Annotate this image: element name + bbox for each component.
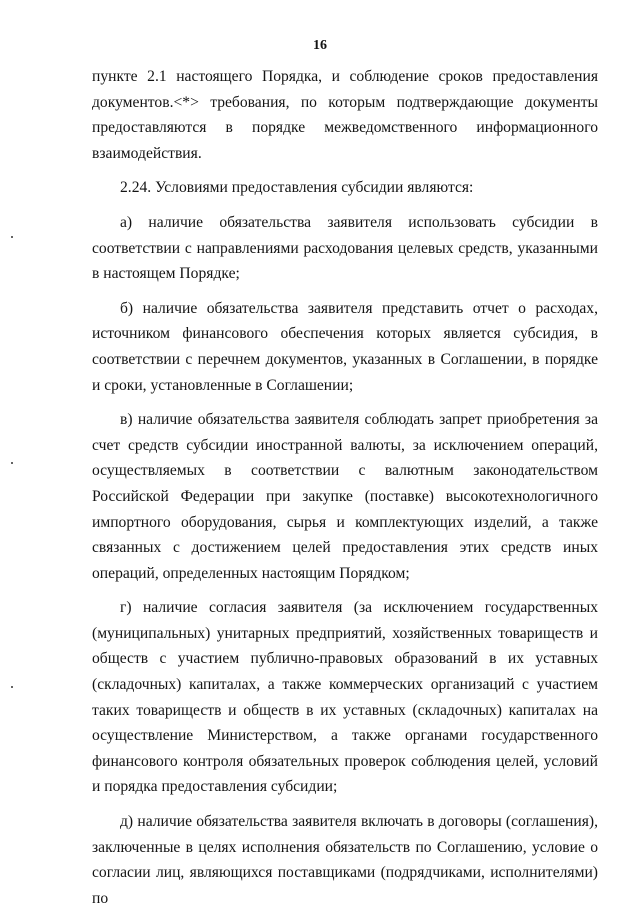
page-number: 16 (313, 38, 327, 53)
paragraph-condition-d: д) наличие обязательства заявителя включать в договоры (соглашения), заключенные в целях исполнения обязательств по Соглашению, условие о согласии лиц, являющихся поставщиками (подрядчиками, исполнителями) по (92, 813, 598, 907)
paragraph-condition-v: в) наличие обязательства заявителя соблюдать запрет приобретения за счет средств субсидии иностранной валюты, за исключением операций, осуществляемых в соответствии с валютным законодательством Российской Федерации при закупке (поставке) высокотехнологичного импортного оборудования, сырья и комплектующих изделий, а также связанных с достижением целей предоставления этих средств иных операций, определенных настоящим Порядком; (92, 411, 598, 582)
paragraph-continuation: пункте 2.1 настоящего Порядка, и соблюдение сроков предоставления документов.<*> требования, по которым подтверждающие документы предоставляются в порядке межведомственного информационного взаимодействия. (92, 68, 598, 162)
document-body (92, 64, 598, 911)
margin-dot (11, 236, 13, 238)
paragraph-2-24-heading: 2.24. Условиями предоставления субсидии являются: (120, 179, 474, 197)
paragraph-condition-g: г) наличие согласия заявителя (за исключением государственных (муниципальных) унитарных предприятий, хозяйственных товариществ и обществ с участием публично-правовых образований в их уставных (складочных) капиталах, а также коммерческих организаций с участием таких товариществ и обществ в их уставных (складочных) капиталах на осуществление Министерством, а также органами государственного финансового контроля обязательных проверок соблюдения целей, условий и порядка предоставления субсидии; (92, 599, 598, 796)
margin-dot (11, 462, 13, 464)
paragraph-condition-b: б) наличие обязательства заявителя представить отчет о расходах, источником финансового обеспечения которых является субсидия, в соответствии с перечнем документов, указанных в Соглашении, в порядке и сроки, установленные в Соглашении; (92, 299, 598, 394)
paragraph-condition-a: а) наличие обязательства заявителя использовать субсидии в соответствии с направлениями расходования целевых средств, указанными в настоящем Порядке; (92, 213, 598, 283)
margin-dot (11, 686, 13, 688)
